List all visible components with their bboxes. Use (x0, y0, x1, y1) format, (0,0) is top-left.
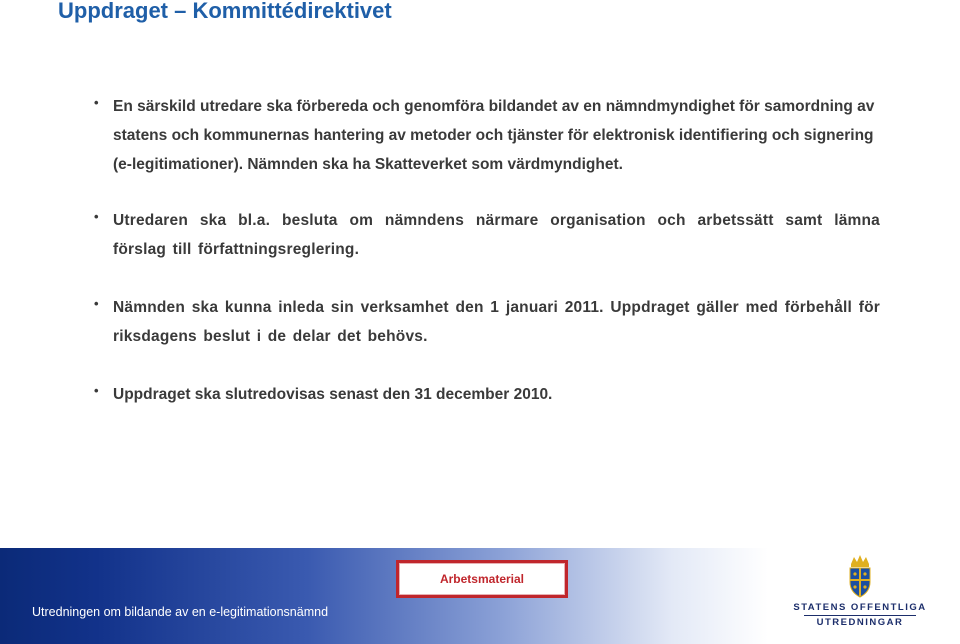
crown-shield-emblem-icon (845, 554, 875, 598)
footer-bar (0, 548, 960, 644)
logo-divider (804, 615, 916, 616)
arbetsmaterial-stamp (396, 560, 568, 598)
logo-text-line2: UTREDNINGAR (816, 617, 904, 628)
bullet-marker: • (94, 383, 99, 398)
bullet-text: Uppdraget ska slutredovisas senast den 31 december 2010. (113, 386, 553, 403)
bullet-list (90, 92, 880, 438)
bullet-text: Nämnden ska kunna inleda sin verksamhet den 1 januari 2011. Uppdraget gäller med förbehåll för riksdagens beslut i de delar det behövs. (113, 299, 880, 345)
sou-logo (790, 554, 930, 640)
bullet-text: Utredaren ska bl.a. besluta om nämndens närmare organisation och arbetssätt samt lämna förslag till författningsreglering. (113, 212, 880, 258)
bullet-item (90, 293, 880, 351)
stamp-label: Arbetsmaterial (439, 572, 525, 586)
bullet-marker: • (94, 95, 99, 110)
bullet-marker: • (94, 209, 99, 224)
bullet-item (90, 206, 880, 264)
bullet-item (90, 92, 880, 179)
footer-text: Utredningen om bildande av en e-legitimationsnämnd (32, 605, 329, 619)
bullet-item (90, 380, 880, 409)
bullet-marker: • (94, 296, 99, 311)
slide-title: Uppdraget – Kommittédirektivet (58, 0, 392, 23)
logo-text-line1: STATENS OFFENTLIGA (793, 602, 927, 613)
bullet-text: En särskild utredare ska förbereda och genomföra bildandet av en nämndmyndighet för samordning av statens och kommunernas hantering av metoder och tjänster för elektronisk identifiering och signering (e-legitimationer). Nämnden ska ha Skatteverket som värdmyndighet. (113, 98, 875, 173)
